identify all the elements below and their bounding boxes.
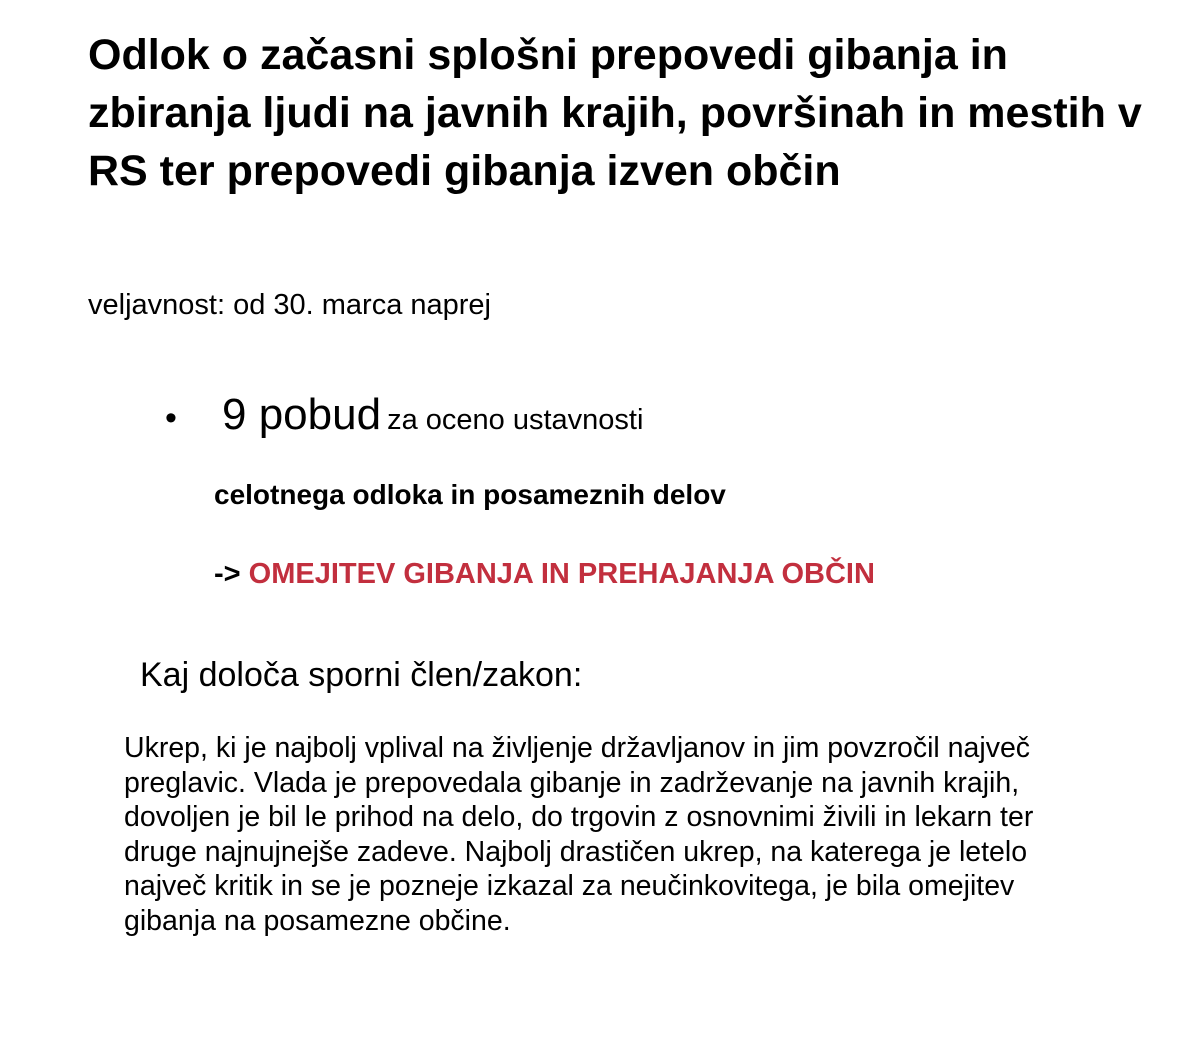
document-title: Odlok o začasni splošni prepovedi gibanja in zbiranja ljudi na javnih krajih, površinah in mestih v RS ter prepovedi gibanja izven občin [88, 31, 1142, 195]
bullet-text: za oceno ustavnosti [387, 404, 644, 436]
bullet-icon: • [165, 399, 177, 437]
description-paragraph: Ukrep, ki je najbolj vplival na življenje državljanov in jim povzročil največ preglavic. Vlada je prepovedala gibanje in zadrževanje na javnih krajih, dovoljen je bil le prihod na delo, do trgovin z osnovnimi živili in lekarn ter druge najnujnejše zadeve. Najbolj drastičen ukrep, na katerega je letelo največ kritik in se je pozneje izkazal za neučinkovitega, je bila omejitev gibanja na posamezne občine. [124, 732, 1034, 937]
highlight-line [214, 555, 875, 593]
highlight-text: OMEJITEV GIBANJA IN PREHAJANJA OBČIN [248, 558, 875, 590]
validity-date: veljavnost: od 30. marca naprej [88, 289, 491, 321]
arrow-prefix: -> [214, 558, 241, 590]
scope-text: celotnega odloka in posameznih delov [214, 479, 726, 510]
section-heading: Kaj določa sporni člen/zakon: [140, 656, 583, 694]
initiative-count: 9 pobud [222, 390, 382, 439]
bullet-item [165, 390, 643, 440]
